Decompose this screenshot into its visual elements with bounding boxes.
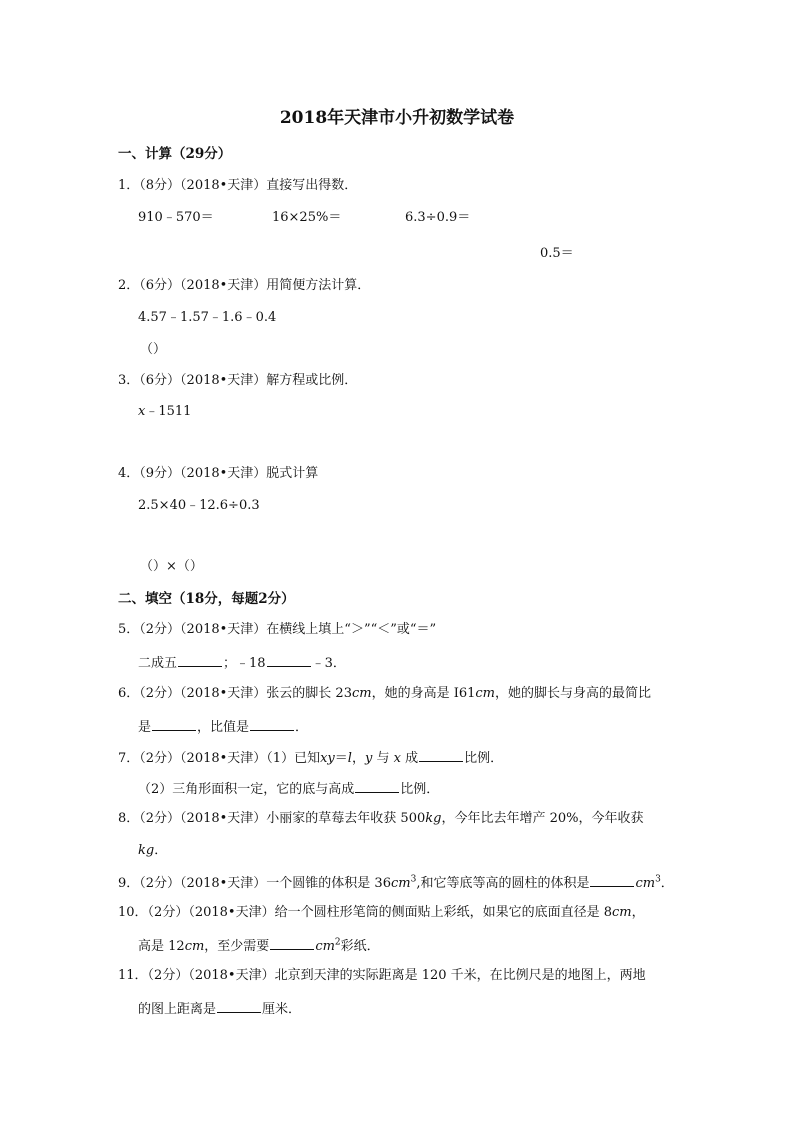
q8-text-b: ，今年比去年增产 20%，今年收获 (441, 811, 644, 826)
q8-line2-unit: kg (138, 843, 155, 858)
q7-line2-a: （2）三角形面积一定，它的底与高成 (138, 782, 355, 797)
q7-line2-b: 比例． (400, 782, 440, 797)
q8-line-2 (138, 843, 167, 859)
q7-text-a: 7．（2分）（2018•天津）（1）已知 (118, 751, 321, 766)
q6-line2-b: ，比值是 (197, 720, 250, 735)
q6-text-b: ，她的身高是 I61 (371, 686, 476, 701)
answer-blank[interactable] (419, 749, 463, 762)
question-6-stem (118, 686, 651, 702)
q9-end: ． (660, 876, 674, 891)
answer-blank[interactable] (355, 780, 399, 793)
question-4-stem: 4．（9分）（2018•天津）脱式计算 (118, 466, 319, 481)
q10-line2-unit-2: cm (315, 939, 335, 954)
question-2-stem: 2．（6分）（2018•天津）用简便方法计算． (118, 278, 371, 293)
question-10-stem (118, 905, 645, 921)
q7-equals: ＝ (334, 751, 348, 766)
q1-item-2: 16×25%＝ (272, 210, 342, 225)
section-heading-calc: 一、计算（29分） (118, 146, 232, 162)
q3-expression: ﹣1511 (145, 404, 192, 419)
q7-and: 与 (372, 751, 394, 766)
q9-text-a: 9．（2分）（2018•天津）一个圆锥的体积是 36 (118, 876, 391, 891)
q4-expression: 2.5×40﹣12.6÷0.3 (138, 498, 260, 513)
q9-text-b: ,和它等底等高的圆柱的体积是 (416, 876, 590, 891)
q7-l: l (347, 751, 352, 766)
page-title: 2018年天津市小升初数学试卷 (279, 108, 515, 128)
q11-line2-a: 的图上距离是 (138, 1002, 217, 1017)
question-3-stem: 3．（6分）（2018•天津）解方程或比例． (118, 373, 358, 388)
question-7-stem (118, 749, 503, 767)
q2-expression: 4.57﹣1.57﹣1.6﹣0.4 (138, 310, 277, 325)
q7-xy: xy (320, 751, 335, 766)
section-heading-fill: 二、填空（18分，每题2分） (118, 591, 295, 607)
q5-part-b: ﹣3． (311, 656, 346, 671)
question-9-stem (118, 874, 674, 892)
q8-line2-dot: ． (154, 843, 168, 858)
q9-unit-2: cm (635, 876, 656, 891)
answer-blank[interactable] (217, 1000, 261, 1013)
q8-text-a: 8．（2分）（2018•天津）小丽家的草莓去年收获 500 (118, 811, 426, 826)
q10-line2-b: ，至少需要 (204, 939, 270, 954)
q1-item-1: 910﹣570＝ (138, 210, 214, 225)
q11-line2-b: 厘米． (262, 1002, 302, 1017)
q4-parentheses: （）×（） (140, 559, 203, 574)
q10-line2-unit: cm (184, 939, 205, 954)
q1-item-3: 6.3÷0.9＝ (405, 210, 471, 225)
q7-cheng: 成 (400, 751, 419, 766)
q6-unit-2: cm (475, 686, 495, 701)
q2-parentheses: （） (140, 342, 167, 357)
q5-part-a: 二成五 (138, 656, 178, 671)
q10-superscript: 2 (334, 937, 341, 948)
question-5-stem: 5．（2分）（2018•天津）在横线上填上“＞”“＜”或“＝” (118, 622, 437, 637)
question-8-stem (118, 811, 643, 827)
q10-line-2 (138, 937, 380, 955)
q7-bili: 比例． (464, 751, 504, 766)
q9-superscript-2: 3 (655, 874, 661, 885)
q7-line-2 (138, 780, 439, 798)
q7-x: x (393, 751, 401, 766)
q10-text-b: ， (631, 905, 645, 920)
q9-superscript: 3 (410, 874, 417, 885)
answer-blank[interactable] (590, 874, 634, 887)
q10-line2-c: 彩纸． (340, 939, 380, 954)
q7-comma: ， (351, 751, 365, 766)
q6-text-c: ，她的脚长与身高的最简比 (495, 686, 652, 701)
q9-unit: cm (390, 876, 411, 891)
answer-blank[interactable] (250, 718, 294, 731)
q7-y: y (364, 751, 373, 766)
q6-line-2 (138, 718, 308, 736)
q5-separator: ；﹣18 (223, 656, 266, 671)
q10-line2-a: 高是 12 (138, 939, 185, 954)
q6-unit-1: cm (351, 686, 372, 701)
q10-unit: cm (611, 905, 632, 920)
answer-blank[interactable] (178, 654, 222, 667)
answer-blank[interactable] (152, 718, 196, 731)
answer-blank[interactable] (270, 937, 314, 950)
q11-line-2 (138, 1000, 301, 1018)
q10-text-a: 10．（2分）（2018•天津）给一个圆柱形笔筒的侧面贴上彩纸，如果它的底面直径是 8 (118, 905, 612, 920)
question-1-stem: 1．（8分）（2018•天津）直接写出得数． (118, 178, 358, 193)
q5-line (138, 654, 346, 672)
q6-text-a: 6．（2分）（2018•天津）张云的脚长 23 (118, 686, 352, 701)
q6-line2-a: 是 (138, 720, 152, 735)
q8-unit: kg (425, 811, 442, 826)
q6-line2-c: ． (295, 720, 309, 735)
answer-blank[interactable] (267, 654, 311, 667)
question-11-stem: 11．（2分）（2018•天津）北京到天津的实际距离是 120 千米，在比例尺是的地图上，两地 (118, 968, 646, 983)
q3-variable: x (138, 404, 146, 419)
q3-equation (138, 404, 191, 420)
q1-item-4: 0.5＝ (540, 246, 574, 261)
